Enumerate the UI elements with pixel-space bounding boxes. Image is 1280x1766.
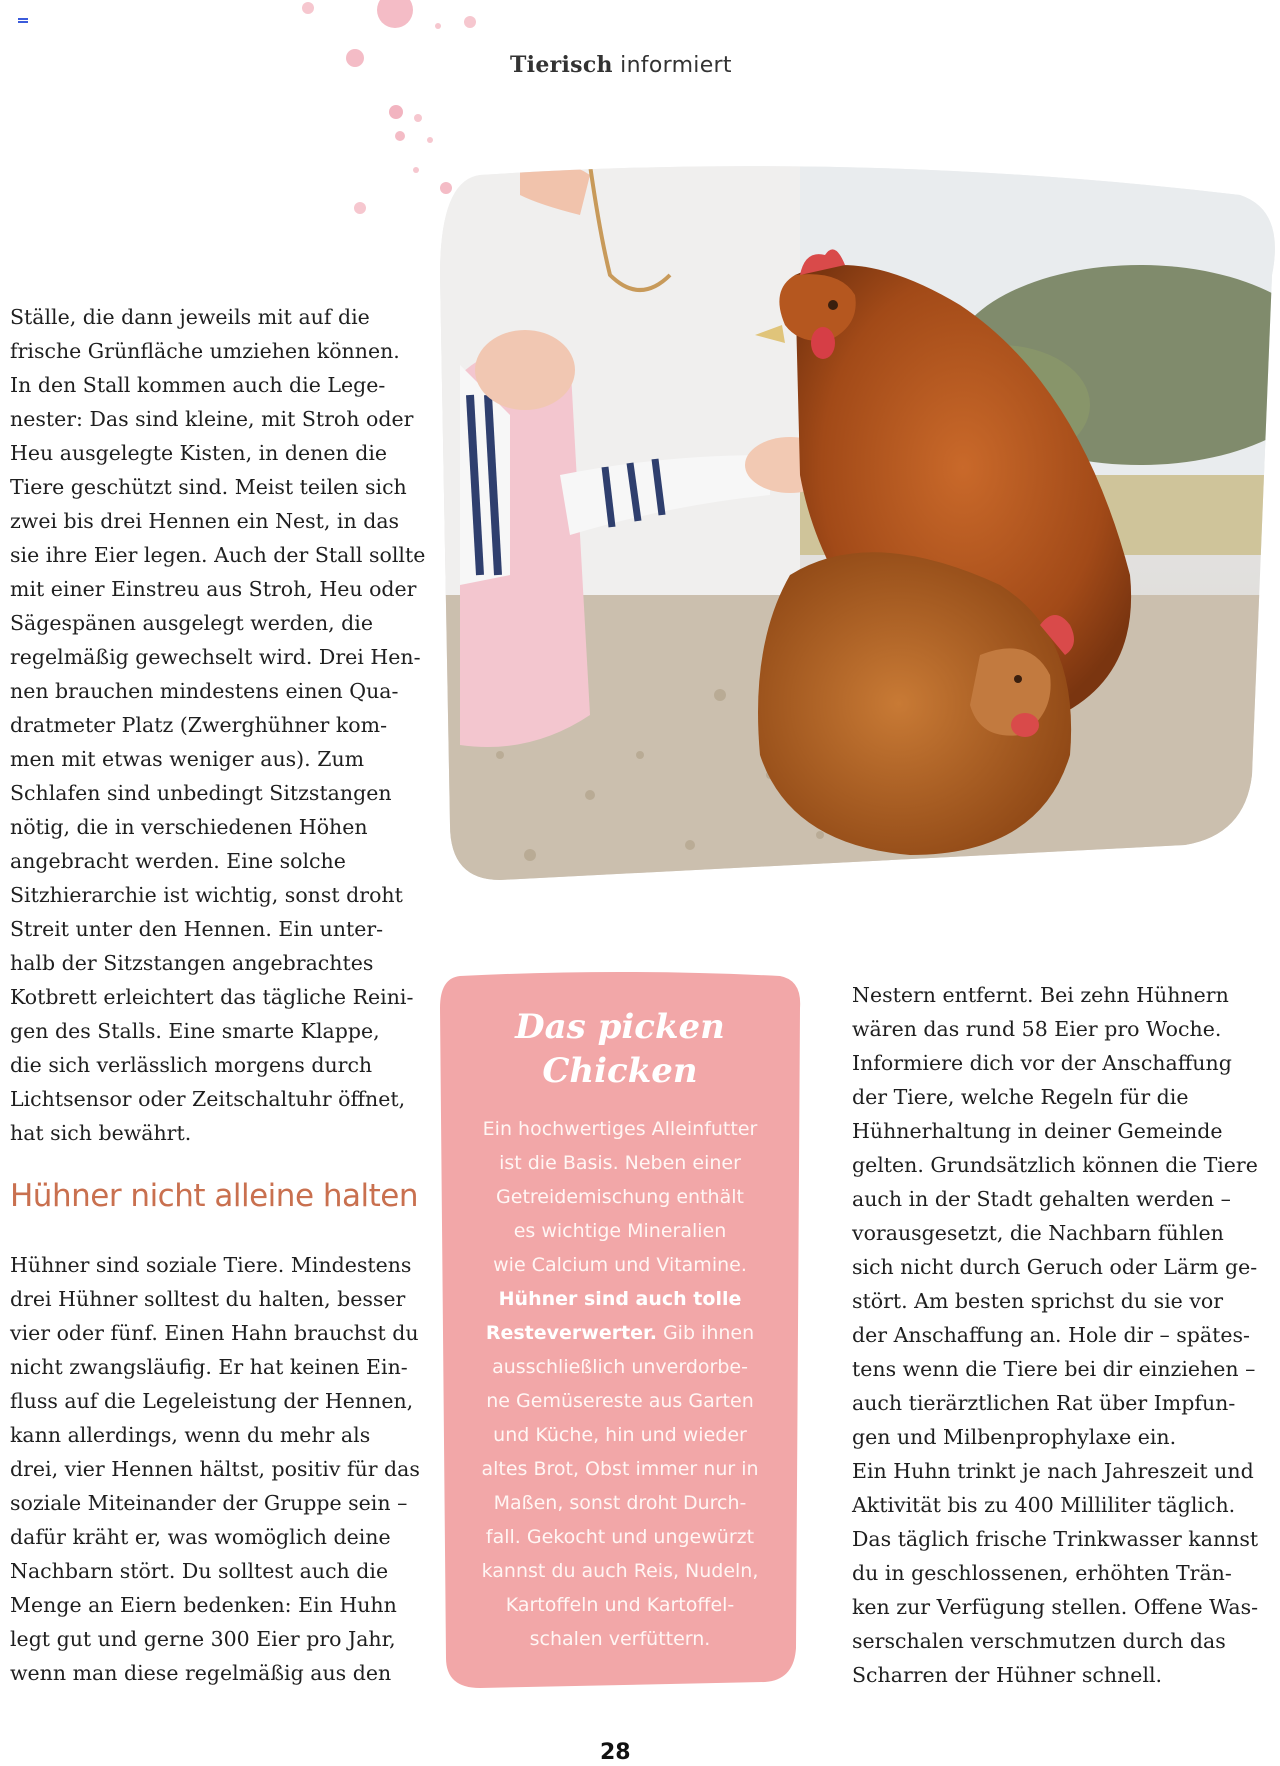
- page-number: 28: [600, 1740, 631, 1765]
- sidebar-text-bold: Hühner sind auch tolle Resteverwerter.: [485, 1288, 742, 1344]
- left-column-bottom-text: Hühner sind soziale Tiere. Mindestens drei Hühner solltest du halten, besser vier oder fünf. Einen Hahn brauchst du nicht zwangsläufig. Er hat keinen Ein- fluss auf die Legeleistung der Hennen, kann allerdings, wenn du mehr als drei, vier Hennen hältst, positiv für das soziale Miteinander der Gruppe sein – dafür kräht er, was womöglich deine Nachbarn stört. Du solltest auch die Menge an Eiern bedenken: Ein Huhn legt gut und gerne 300 Eier pro Jahr, wenn man diese regelmäßig aus den: [10, 1253, 420, 1685]
- running-head-light: informiert: [620, 53, 732, 78]
- right-column-text: Nestern entfernt. Bei zehn Hühnern wären das rund 58 Eier pro Woche. Informiere dich vor der Anschaffung der Tiere, welche Regeln für die Hühnerhaltung in deiner Gemeinde gelten. Grundsätzlich können die Tiere auch in der Stadt gehalten werden – vorausgesetzt, die Nachbarn fühlen sich nicht durch Geruch oder Lärm ge- stört. Am besten sprichst du sie vor der Anschaffung an. Hole dir – spätes- tens wenn die Tiere bei dir einziehen – auch tierärztlichen Rat über Impfun- gen und Milbenprophylaxe ein. Ein Huhn trinkt je nach Jahreszeit und Aktivität bis zu 400 Milliliter täglich. Das täglich frische Trinkwasser kannst du in geschlossenen, erhöhten Trän- ken zur Verfügung stellen. Offene Was- serschalen verschmutzen durch das Scharren der Hühner schnell.: [852, 983, 1259, 1687]
- sidebar-title: Das picken Chicken: [515, 1007, 725, 1091]
- section-heading: Hühner nicht alleine halten: [10, 1178, 418, 1214]
- sidebar-text-intro: Ein hochwertiges Alleinfutter ist die Basis. Neben einer Getreidemischung enthält es wichtige Mineralien wie Calcium und Vitamine.: [482, 1118, 758, 1276]
- sidebar-text-rest: Gib ihnen ausschließlich unverdorbe- ne Gemüsereste aus Garten und Küche, hin und wieder altes Brot, Obst immer nur in Maßen, sonst droht Durch- fall. Gekocht und ungewürzt kannst du auch Reis, Nudeln, Kartoffeln und Kartoffel- schalen verfüttern.: [481, 1322, 759, 1650]
- left-column-top-text: Ställe, die dann jeweils mit auf die frische Grünfläche umziehen können. In den Stall kommen auch die Lege- nester: Das sind kleine, mit Stroh oder Heu ausgelegte Kisten, in denen die Tiere geschützt sind. Meist teilen sich zwei bis drei Hennen ein Nest, in das sie ihre Eier legen. Auch der Stall sollte mit einer Einstreu aus Stroh, Heu oder Sägespänen ausgelegt werden, die regelmäßig gewechselt wird. Drei Hen- nen brauchen mindestens einen Qua- dratmeter Platz (Zwerghühner kom- men mit etwas weniger aus). Zum Schlafen sind unbedingt Sitzstangen nötig, die in verschiedenen Höhen angebracht werden. Eine solche Sitzhierarchie ist wichtig, sonst droht Streit unter den Hennen. Ein unter- halb der Sitzstangen angebrachtes Kotbrett erleichtert das tägliche Reini- gen des Stalls. Eine smarte Klappe, die sich verlässlich morgens durch Lichtsensor oder Zeitschaltuhr öffnet, hat sich bewährt.: [10, 305, 426, 1145]
- running-head: [510, 52, 732, 78]
- sidebar-text: [450, 1112, 790, 1656]
- running-head-bold: Tierisch: [510, 52, 613, 78]
- child-feeding-chickens-photo: [440, 155, 1280, 880]
